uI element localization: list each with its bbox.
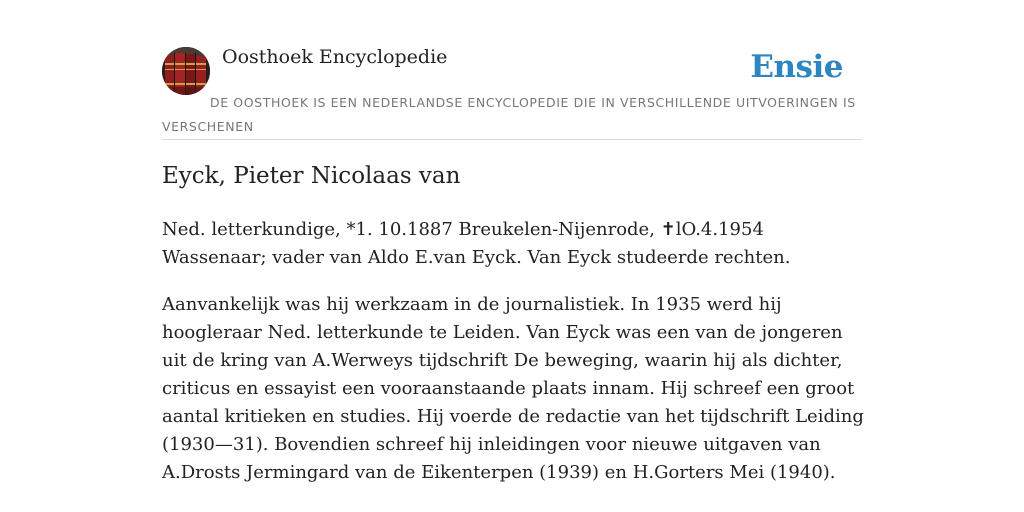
source-header	[162, 45, 862, 140]
source-name[interactable]: Oosthoek Encyclopedie	[222, 46, 448, 68]
article-paragraph: Ned. letterkundige, *1. 10.1887 Breukelen-Nijenrode, ✝lO.4.1954 Wassenaar; vader van Aldo E.van Eyck. Van Eyck studeerde rechten.	[162, 219, 791, 268]
article-title: Eyck, Pieter Nicolaas van	[162, 163, 461, 189]
article-body	[162, 216, 872, 506]
book-spines-icon[interactable]	[162, 47, 210, 95]
source-description: DE OOSTHOEK IS EEN NEDERLANDSE ENCYCLOPEDIE DIE IN VERSCHILLENDE UITVOERINGEN IS VERSCHENEN	[162, 95, 856, 134]
article-paragraph: Aanvankelijk was hij werkzaam in de journalistiek. In 1935 werd hij hoogleraar Ned. letterkunde te Leiden. Van Eyck was een van de jongeren uit de kring van A.Werweys tijdschrift De beweging, waarin hij als dichter, criticus en essayist een vooraanstaande plaats innam. Hij schreef een groot aantal kritieken en studies. Hij voerde de redactie van het tijdschrift Leiding (1930—31). Bovendien schreef hij inleidingen voor nieuwe uitgaven van A.Drosts Jermingard van de Eikenterpen (1939) en H.Gorters Mei (1940).	[162, 294, 864, 483]
ensie-logo[interactable]: Ensie	[750, 49, 843, 85]
